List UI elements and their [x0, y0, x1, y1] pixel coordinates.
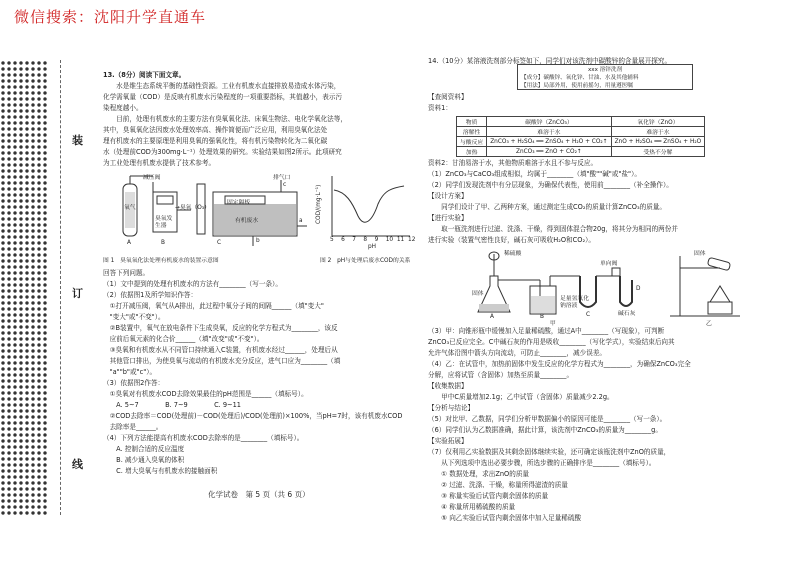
- text-line: 去除率是______。: [103, 423, 163, 431]
- text-line: 为工业处理有机废水提供了技术参考。: [103, 159, 216, 167]
- watermark: 微信搜索：沈阳升学直通车: [14, 8, 207, 26]
- table-cell: ZnCO₃ + H₂SO₄ ══ ZnSO₄ + H₂O + CO₂↑: [487, 137, 611, 147]
- text-line: （6）同学们认为乙数据准确，据此计算，该洗剂中ZnCO₃的质量为________g。: [428, 426, 662, 434]
- text-line: 从下列选项中选出必要步骤，所选步骤的正确排序是________（填标号）。: [428, 459, 656, 467]
- text-line: ③ 称量实验后试管内剩余固体的质量: [428, 492, 549, 500]
- table-row: [457, 147, 705, 157]
- text-line: A. 控制合适的反应温度: [103, 445, 185, 453]
- fig-label-solid: 固体: [472, 291, 484, 297]
- text-line: 【设计方案】: [428, 192, 468, 200]
- fig2-x-tick-label: 5: [330, 237, 334, 243]
- fig2-xlabel: pH: [368, 244, 377, 250]
- fig1-label-ozone: →臭氧（O₃）: [175, 205, 210, 211]
- text-line: 回答下列问题。: [103, 269, 150, 277]
- fig-label-B: B: [540, 314, 544, 320]
- fig-label-valve: 单向阀: [600, 261, 618, 267]
- text-line: C. 增大臭氧与有机废水的接触面积: [103, 467, 218, 475]
- figure-1-apparatus: [113, 170, 313, 252]
- text-line: ②B装置中，氧气在放电条件下生成臭氧，反应的化学方程式为________，该反: [103, 324, 338, 332]
- text-line: （7）仅利用乙实验数据及其剩余固体继续实验，还可确定该瓶洗剂中ZnO的质量，: [428, 448, 671, 456]
- text-line: ②COD去除率＝COD(处理前)－COD(处理后)/COD(处理前)×100%，当pH=7时，该有机废水COD: [103, 412, 403, 420]
- question-14-subquestions: [428, 326, 773, 524]
- table-cell: 受热不分解: [611, 147, 705, 157]
- text-line: 【实验拓展】: [428, 437, 468, 445]
- text-line: （3）依据图2作答：: [103, 379, 165, 387]
- table-row: [457, 127, 705, 137]
- table-header-cell: 物质: [457, 117, 487, 127]
- text-line: （2）同学们发现洗剂中有分层现象，为确保代表性，使用前________（补全操作）。: [428, 181, 673, 189]
- text-line: 甲中C质量增加2.1g；乙中试管（含固体）质量减少2.2g。: [428, 393, 614, 401]
- fig2-x-tick-label: 9: [374, 237, 379, 243]
- question-13-heading: 13.（8分）阅读下面文章。: [103, 71, 186, 79]
- fig-label-gu: 固体: [694, 251, 706, 257]
- figure-2-ph-cod-chart: [316, 172, 416, 252]
- fig-label-yi: 乙: [706, 321, 712, 327]
- table-header-cell: 氧化锌（ZnO）: [611, 117, 705, 127]
- text-line: 同学们设计了甲、乙两种方案，通过测定生成CO₂的质量计算ZnCO₃的质量。: [428, 203, 666, 211]
- question-14-materials-heading: [428, 92, 768, 114]
- fig2-x-tick-label: 6: [341, 237, 345, 243]
- fig2-x-tick-label: 12: [408, 237, 416, 243]
- fig2-caption: 图 2 pH与处理后废水COD的关系: [320, 258, 411, 264]
- fig1-label-waste: 有机废水: [235, 218, 259, 224]
- text-line: 水（处理前COD为300mg·L⁻¹）处理效果的研究。实验结果如图2所示。此项研究: [103, 148, 342, 156]
- text-line: （5）对比甲、乙数据，同学们分析甲数据偏小的原因可能是________（写一条）。: [428, 415, 667, 423]
- text-line: ③臭氧和有机废水从不同管口持续通入C装置，有机废水经过______，处理后从: [103, 346, 338, 354]
- table-cell: 加热: [457, 147, 487, 157]
- product-label-box: xxx 溶锌洗剂 【成分】碳酸锌、氧化锌、甘油、水及其他辅料 【用法】局部外用，使用前摇匀，用量遵医嘱: [517, 64, 693, 90]
- text-line: B. 减少通入臭氧的体积: [103, 456, 185, 464]
- fig2-x-tick-label: 7: [352, 237, 356, 243]
- text-line: A. 5~7 B. 7~9 C. 9~11: [103, 401, 241, 409]
- question-13-subquestions: [103, 268, 411, 477]
- table-row: [457, 137, 705, 147]
- text-line: 分解，应将试管（含固体）加热至质量________。: [428, 371, 574, 379]
- text-line: 允许气体沿图中箭头方向流动，可防止________，减少误差。: [428, 349, 607, 357]
- text-line: （3）甲：向锥形瓶中缓慢加入足量稀硫酸，通过A中________（写现象），可判断: [428, 327, 665, 335]
- text-line: "变大"或"不变"）。: [103, 313, 165, 321]
- table-cell: 难溶于水: [611, 127, 705, 137]
- fig1-caption: 图 1 臭氧氧化法处理有机废水的装置示意图: [103, 258, 219, 264]
- text-line: 【收集数据】: [428, 382, 468, 390]
- table-cell: ZnO + H₂SO₄ ══ ZnSO₄ + H₂O: [611, 137, 705, 147]
- fig-label-A: A: [490, 314, 494, 320]
- binding-dot-strip: [0, 60, 48, 515]
- text-line: 水是维生态系统平衡的基础性资源。工业有机废水直接排放易造成水体污染，: [103, 82, 341, 90]
- text-line: ZnCO₃已反应完全。C中碱石灰的作用是吸收________（写化学式），实验结束后向其: [428, 338, 675, 346]
- fig-label-jia: 甲: [550, 321, 556, 327]
- text-line: 【进行实验】: [428, 214, 468, 222]
- fig-label-C: C: [586, 312, 591, 318]
- text-line: 目前，处理有机废水的主要方法有臭氧氧化法、床氧生物法、电化学氧化法等，: [103, 115, 347, 123]
- figure-apparatus-jia-yi: [470, 246, 750, 327]
- table-cell: ZnCO₃ ══ ZnO + CO₂↑: [487, 147, 611, 157]
- page-footer: 化学试卷 第 5 页（共 6 页）: [208, 490, 310, 499]
- text-line: 【分析与结论】: [428, 404, 475, 412]
- table-cell: 溶解性: [457, 127, 487, 137]
- fig-label-lime: 碱石灰: [618, 311, 636, 317]
- text-line: （2）依据图1及所学知识作答：: [103, 291, 198, 299]
- text-line: 理有机废水的主要原理是利用臭氧的强氧化性，将有机污染物转化为二氧化碳: [103, 137, 328, 145]
- text-line: ⑤ 向乙实验后试管内剩余固体中加入足量稀硫酸: [428, 514, 582, 522]
- binding-mark-zhuang: 装: [72, 134, 83, 147]
- fig1-label-A: A: [127, 240, 131, 246]
- fig-label-naoh: 足量氢氧化钠溶液: [560, 296, 589, 309]
- fig2-ylabel: COD/(mg·L⁻¹): [316, 184, 322, 224]
- text-line: （1）ZnCO₃与CaCO₃组成相似，均属于________（填"酸""碱"或"盐"）。: [428, 170, 641, 178]
- text-line: 其他管口排出，为使臭氧与流动的有机废水充分反应，进气口应为________（填: [103, 357, 341, 365]
- text-line: 其中，臭氧氧化法因废水处理效率高、操作简便而广泛应用，利用臭氧化法处: [103, 126, 328, 134]
- text-line: 染程度越小。: [103, 104, 143, 112]
- fig1-label-C: C: [217, 240, 222, 246]
- text-line: 化学需氧量（COD）是反映有机废水污染程度的一项重要指标，其值越⼩，表示污: [103, 93, 343, 101]
- text-line: （1）文中提到的处理有机废水的方法有________（写一条）。: [103, 280, 282, 288]
- text-line: （4）乙：在试管中，加热前固体中发生反应的化学方程式为________，为确保ZnCO₃完全: [428, 360, 691, 368]
- text-line: 资料1：: [428, 104, 452, 112]
- reference-table: [456, 116, 705, 157]
- text-line: 应前后氧元素的化合价______（填"改变"或"不变"）。: [103, 335, 264, 343]
- fig1-label-vent: 排气口: [273, 175, 291, 181]
- text-line: ① 数据处理，求出ZnO的质量: [428, 470, 530, 478]
- binding-cut-line: [60, 60, 61, 515]
- binding-mark-ding: 订: [72, 287, 83, 300]
- fig2-x-tick-label: 10: [385, 237, 394, 243]
- fig-label-acid: 稀硫酸: [504, 251, 522, 257]
- fig1-label-b: b: [256, 238, 260, 244]
- text-line: 【查阅资料】: [428, 93, 468, 101]
- text-line: 取一瓶洗剂进行过滤、洗涤、干燥，得到固体混合物20g，将其分为相同的两份并: [428, 225, 678, 233]
- binding-mark-xian: 线: [72, 458, 83, 471]
- text-line: 资料2：甘油易溶于水，其他物质难溶于水且不参与反应。: [428, 159, 598, 167]
- table-cell: 与酸反应: [457, 137, 487, 147]
- text-line: ①打开减压阀，氧气从A排出，此过程中氧分子间的间隔______（填"变大": [103, 302, 324, 310]
- table-cell: 难溶于水: [487, 127, 611, 137]
- fig1-label-a: a: [299, 218, 303, 224]
- question-14-design: [428, 158, 768, 246]
- fig1-label-packing: 固定隔板: [227, 200, 251, 206]
- fig1-label-B: B: [161, 240, 165, 246]
- text-line: "a""b"或"c"）。: [103, 368, 157, 376]
- fig2-x-tick-label: 11: [396, 237, 405, 243]
- text-line: （4）下列方法能提高有机废水COD去除率的是________（填标号）。: [103, 434, 304, 442]
- text-line: ② 过滤、洗涤、干燥，称量所得滤渣的质量: [428, 481, 568, 489]
- fig2-x-tick-label: 8: [363, 237, 368, 243]
- text-line: 进行实验（装置气密性良好，碱石灰可吸收H₂O和CO₂）。: [428, 236, 595, 244]
- text-line: ①臭氧对有机废水COD去除效果最佳的pH范围是______（填标号）。: [103, 390, 308, 398]
- fig1-label-generator: 臭氧发生器: [155, 216, 173, 229]
- fig1-label-valve: 减压阀: [143, 175, 161, 181]
- question-13-text: [103, 70, 411, 169]
- fig-label-D: D: [636, 286, 641, 292]
- question-14-intro: 14.（10分）某溶液洗剂部分标签如下，同学们对该洗剂中碳酸锌的含量展开探究。: [428, 57, 672, 65]
- table-header-cell: 碳酸锌（ZnCO₃）: [487, 117, 611, 127]
- fig1-label-c: c: [283, 182, 287, 188]
- text-line: ④ 称量所用稀硫酸的质量: [428, 503, 516, 511]
- fig1-label-cylinder: 氧气: [124, 205, 136, 211]
